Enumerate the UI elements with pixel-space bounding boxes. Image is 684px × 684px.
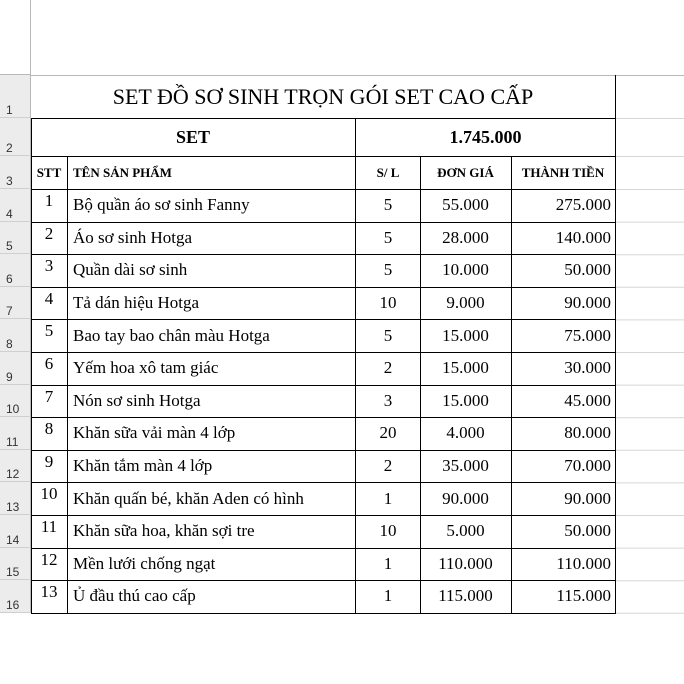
row-header[interactable] <box>0 515 31 548</box>
qty-cell[interactable]: 10 <box>379 521 397 541</box>
set-label[interactable]: SET <box>175 126 211 147</box>
name-cell[interactable]: Bộ quần áo sơ sinh Fanny <box>73 195 250 215</box>
qty-cell[interactable]: 1 <box>383 488 393 508</box>
stt-cell[interactable]: 10 <box>40 484 58 504</box>
stt-cell[interactable]: 4 <box>44 288 54 308</box>
total-cell[interactable]: 90.000 <box>564 488 611 508</box>
name-cell[interactable]: Áo sơ sinh Hotga <box>73 227 193 247</box>
stt-cell[interactable]: 9 <box>44 451 54 471</box>
row-number: 4 <box>6 206 13 221</box>
name-cell[interactable]: Yếm hoa xô tam giác <box>73 358 219 378</box>
qty-cell[interactable]: 3 <box>383 390 393 410</box>
row-header[interactable] <box>0 189 31 222</box>
total-cell[interactable]: 30.000 <box>564 358 611 378</box>
total-cell[interactable]: 50.000 <box>564 521 611 541</box>
stt-cell[interactable]: 2 <box>44 223 54 243</box>
stt-cell[interactable]: 11 <box>40 517 58 536</box>
price-cell[interactable]: 4.000 <box>446 423 485 443</box>
price-cell[interactable]: 5.000 <box>446 521 485 541</box>
total-cell[interactable]: 115.000 <box>556 586 611 606</box>
price-cell[interactable]: 9.000 <box>446 293 485 313</box>
row-number: 9 <box>6 369 13 384</box>
stt-cell[interactable]: 7 <box>44 386 54 406</box>
name-cell[interactable]: Bao tay bao chân màu Hotga <box>73 325 270 345</box>
row-number: 3 <box>6 174 13 188</box>
qty-cell[interactable]: 5 <box>383 195 393 215</box>
row-header[interactable] <box>0 482 31 515</box>
total-cell[interactable]: 90.000 <box>564 293 611 313</box>
row-header-blank <box>0 0 31 75</box>
stt-cell[interactable]: 3 <box>44 256 54 276</box>
price-cell[interactable]: 28.000 <box>442 227 489 247</box>
header-qty[interactable]: S/ L <box>376 164 400 180</box>
qty-cell[interactable]: 1 <box>383 553 393 573</box>
row-number: 12 <box>6 467 20 482</box>
header-name[interactable]: TÊN SẢN PHẨM <box>73 164 172 180</box>
row-header[interactable] <box>0 352 31 385</box>
price-cell[interactable]: 35.000 <box>442 456 489 476</box>
name-cell[interactable]: Quần dài sơ sinh <box>73 260 188 280</box>
row-header[interactable] <box>0 222 31 255</box>
price-cell[interactable]: 15.000 <box>442 358 489 378</box>
qty-cell[interactable]: 2 <box>383 456 393 476</box>
row-number: 6 <box>6 271 13 286</box>
stt-cell[interactable]: 13 <box>40 582 58 602</box>
row-header[interactable] <box>0 75 31 118</box>
price-cell[interactable]: 110.000 <box>438 553 493 573</box>
row-header[interactable] <box>0 385 31 418</box>
row-number: 13 <box>6 499 20 514</box>
row-number: 16 <box>6 597 20 612</box>
price-cell[interactable]: 10.000 <box>442 260 489 280</box>
price-cell[interactable]: 90.000 <box>442 488 489 508</box>
row-number: 7 <box>6 304 13 319</box>
row-number: 1 <box>6 103 13 117</box>
row-header[interactable] <box>0 548 31 581</box>
qty-cell[interactable]: 5 <box>383 325 393 345</box>
qty-cell[interactable]: 5 <box>383 227 393 247</box>
name-cell[interactable]: Khăn quấn bé, khăn Aden có hình <box>73 488 304 508</box>
set-total[interactable]: 1.745.000 <box>449 126 522 147</box>
stt-cell[interactable]: 8 <box>44 419 54 439</box>
stt-cell[interactable]: 1 <box>44 191 54 210</box>
total-cell[interactable]: 80.000 <box>564 423 611 443</box>
row-number: 8 <box>6 336 13 351</box>
row-header[interactable] <box>0 287 31 320</box>
row-header[interactable] <box>0 417 31 450</box>
row-number: 2 <box>6 141 13 155</box>
stt-cell[interactable]: 6 <box>44 354 54 373</box>
row-number: 14 <box>6 532 20 547</box>
name-cell[interactable]: Khăn sữa hoa, khăn sợi tre <box>73 521 255 541</box>
qty-cell[interactable]: 5 <box>383 260 393 280</box>
header-stt[interactable]: STT <box>36 164 62 180</box>
row-header[interactable] <box>0 156 31 189</box>
qty-cell[interactable]: 10 <box>379 293 397 313</box>
name-cell[interactable]: Ủ đầu thú cao cấp <box>73 586 196 606</box>
qty-cell[interactable]: 2 <box>383 358 393 378</box>
total-cell[interactable]: 70.000 <box>564 456 611 476</box>
name-cell[interactable]: Tả dán hiệu Hotga <box>73 293 200 313</box>
total-cell[interactable]: 275.000 <box>555 195 611 215</box>
price-cell[interactable]: 115.000 <box>438 586 493 606</box>
price-cell[interactable]: 15.000 <box>442 325 489 345</box>
total-cell[interactable]: 140.000 <box>555 227 611 247</box>
stt-cell[interactable]: 5 <box>44 321 54 341</box>
row-header[interactable] <box>0 580 31 613</box>
name-cell[interactable]: Khăn tắm màn 4 lớp <box>73 456 213 476</box>
header-total[interactable]: THÀNH TIỀN <box>521 164 605 180</box>
sheet-title[interactable]: SET ĐỒ SƠ SINH TRỌN GÓI SET CAO CẤP <box>112 83 534 109</box>
name-cell[interactable]: Mền lưới chống ngạt <box>73 553 216 573</box>
stt-cell[interactable]: 12 <box>40 549 58 569</box>
total-cell[interactable]: 50.000 <box>564 260 611 280</box>
row-number: 5 <box>6 239 13 254</box>
qty-cell[interactable]: 1 <box>383 586 393 606</box>
name-cell[interactable]: Nón sơ sinh Hotga <box>73 390 201 410</box>
row-header[interactable] <box>0 254 31 287</box>
header-price[interactable]: ĐƠN GIÁ <box>437 164 494 180</box>
total-cell[interactable]: 110.000 <box>556 553 611 573</box>
price-cell[interactable]: 15.000 <box>442 390 489 410</box>
total-cell[interactable]: 75.000 <box>564 325 611 345</box>
price-cell[interactable]: 55.000 <box>442 195 489 215</box>
name-cell[interactable]: Khăn sữa vải màn 4 lớp <box>73 423 236 443</box>
row-header[interactable] <box>0 319 31 352</box>
row-header[interactable] <box>0 118 31 156</box>
row-number: 11 <box>6 434 19 449</box>
qty-cell[interactable]: 20 <box>379 423 397 443</box>
row-number: 10 <box>6 402 20 417</box>
row-number: 15 <box>6 565 20 580</box>
total-cell[interactable]: 45.000 <box>564 390 611 410</box>
row-header[interactable] <box>0 450 31 483</box>
